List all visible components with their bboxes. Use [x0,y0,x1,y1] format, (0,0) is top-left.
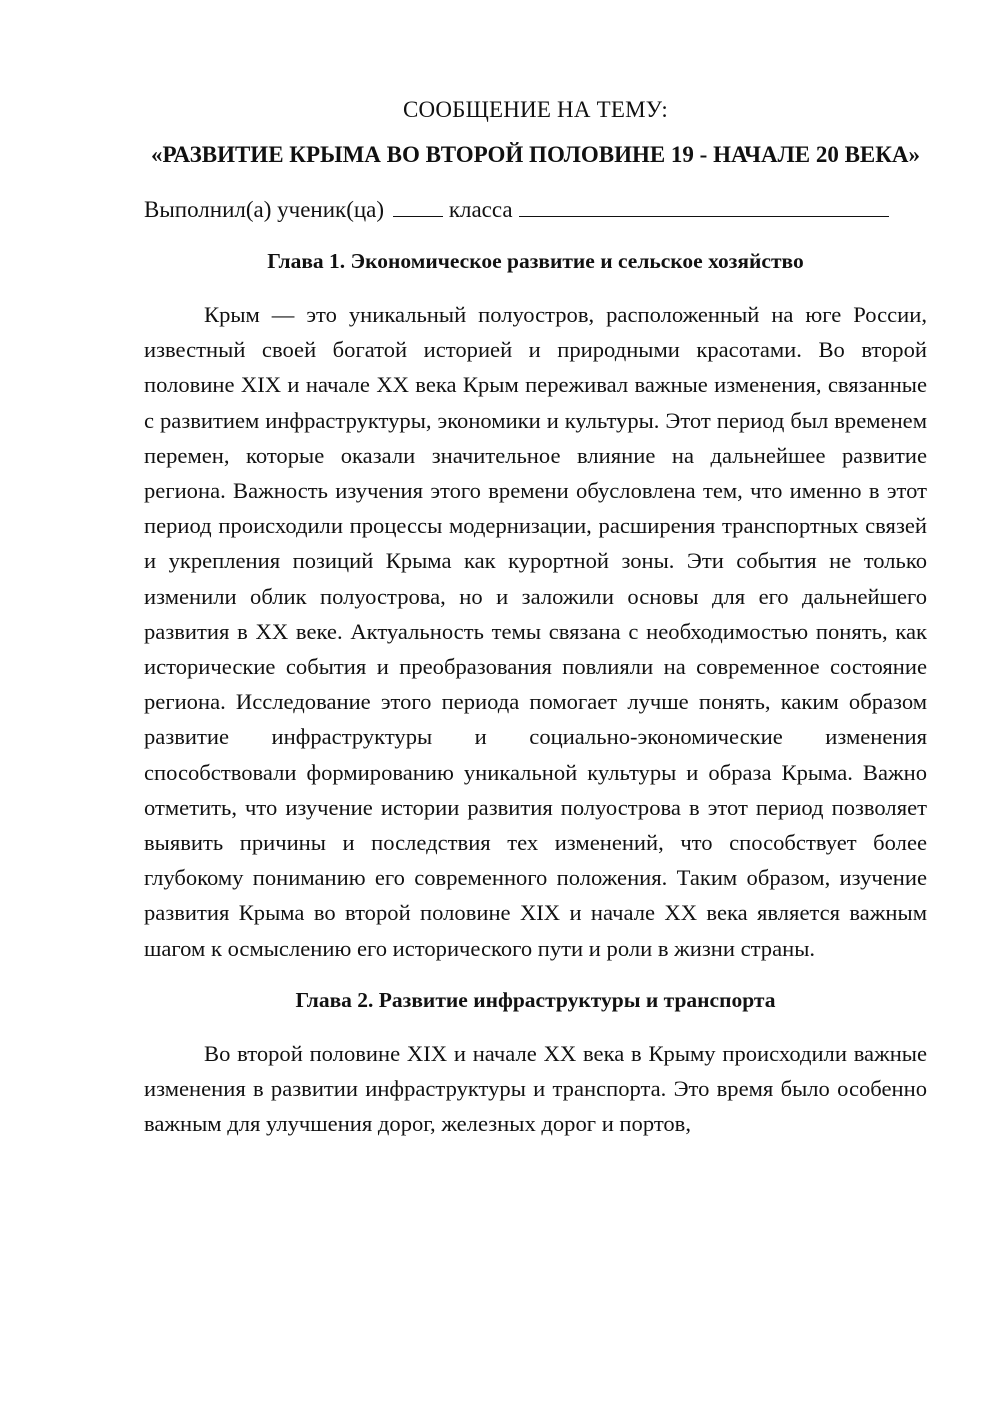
document-title: СООБЩЕНИЕ НА ТЕМУ: [403,97,668,122]
chapter-2-text: Во второй половине XIX и начале XX века в Крыму происходили важные изменения в развитии инфраструктуры и транспорта. Это время было особенно важным для улучшения дорог, железных дорог и портов, [144,1040,927,1137]
chapter-1-heading: Глава 1. Экономическое развитие и сельское хозяйство [267,249,804,273]
name-blank [519,194,889,217]
class-blank [393,194,443,217]
class-label: класса [448,197,513,222]
document-body [144,92,927,1141]
chapter-2-heading: Глава 2. Развитие инфраструктуры и транспорта [295,987,776,1012]
chapter-1-text: Крым — это уникальный полуостров, расположенный на юге России, известный своей богатой историей и природными красотами. Во второй половине XIX и начале XX века Крым переживал важные изменения, связанные с развитием инфраструктуры, экономики и культуры. Этот период был временем перемен, которые оказали значительное влияние на дальнейшее развитие региона. Важность изучения этого времени обусловлена тем, что именно в этот период происходили процессы модернизации, расширения транспортных связей и укрепления позиций Крыма как курортной зоны. Эти события не только изменили облик полуострова, но и заложили основы для его дальнейшего развития в XX веке. Актуальность темы связана с необходимостью понять, как исторические события и преобразования повлияли на современное состояние региона. Исследование этого периода помогает лучше понять, каким образом развитие инфраструктуры и социально-экономические изменения способствовали формированию уникальной культуры и образа Крыма. Важно отметить, что изучение истории развития полуострова в этот период позволяет выявить причины и последствия тех изменений, что способствует более глубокому пониманию его современного положения. Таким образом, изучение развития Крыма во второй половине XIX и начале XX века является важным шагом к осмыслению его исторического пути и роли в жизни страны. [144,302,927,961]
author-line [144,192,927,227]
author-prefix: Выполнил(а) ученик(ца) [144,197,385,222]
document-topic: «РАЗВИТИЕ КРЫМА ВО ВТОРОЙ ПОЛОВИНЕ 19 - НАЧАЛЕ 20 ВЕКА» [150,142,921,167]
